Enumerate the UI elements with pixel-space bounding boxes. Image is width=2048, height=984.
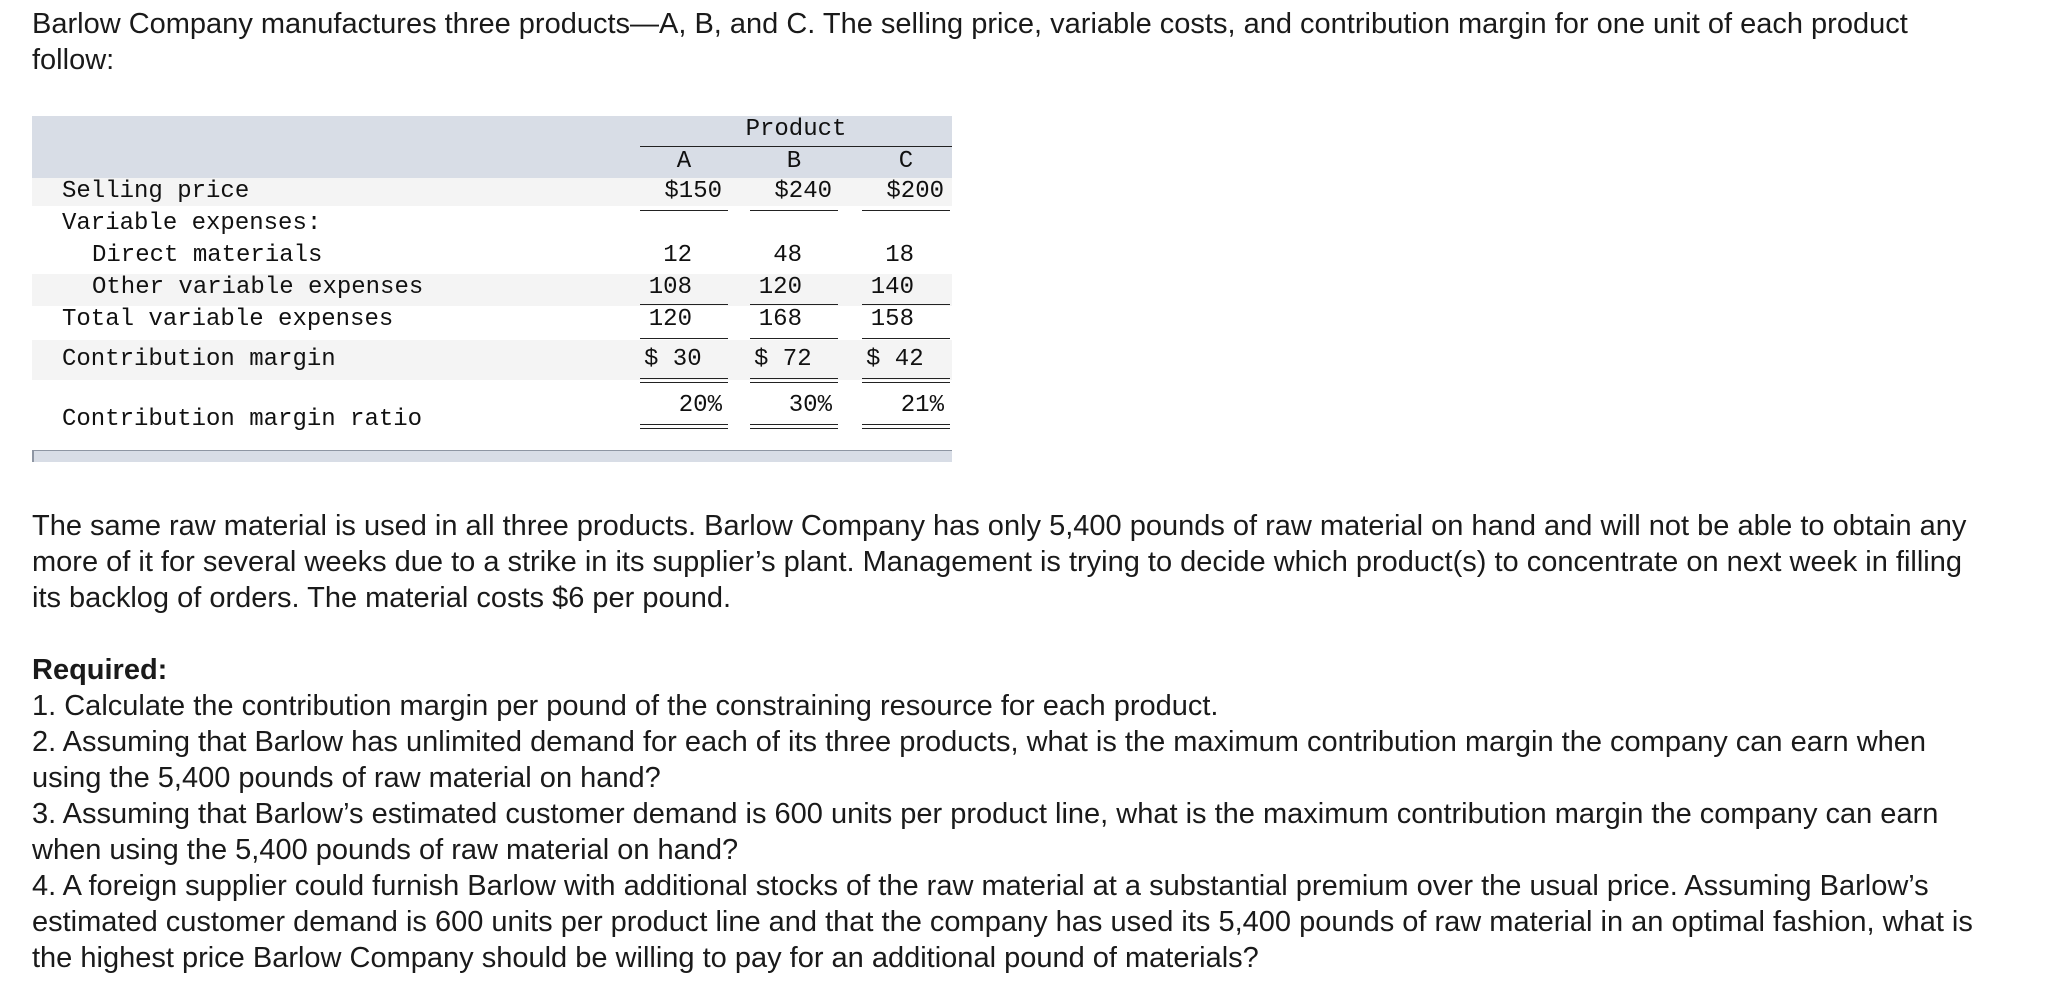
required-item-1: 1. Calculate the contribution margin per pound of the constraining resource for each product. — [32, 690, 1219, 722]
product-cost-table — [32, 116, 952, 462]
value-direct-materials-c: 18 — [885, 242, 914, 269]
value-selling-price-b: $240 — [774, 178, 832, 205]
row-label-variable-expenses: Variable expenses: — [62, 210, 322, 237]
header-rule — [640, 146, 952, 147]
required-item-2: 2. Assuming that Barlow has unlimited demand for each of its three products, what is the maximum contribution margin the company can earn when using the 5,400 pounds of raw material on hand? — [32, 726, 1927, 794]
value-contribution-margin-c: $ 42 — [866, 346, 924, 373]
required-heading: Required: — [32, 654, 168, 686]
cell-rule — [640, 338, 728, 339]
table-bottom-bar — [32, 450, 952, 462]
value-other-variable-c: 140 — [870, 274, 914, 301]
required-item-4: 4. A foreign supplier could furnish Barlow with additional stocks of the raw material at a substantial premium over the usual price. Assuming Barlow’s estimated customer demand is 600 units per product line and that the company has used its 5,400 pounds of raw material in an optimal fashion, what is the highest price Barlow Company should be willing to pay for an additional pound of materials? — [32, 870, 1973, 974]
cell-rule — [750, 304, 838, 305]
row-label-selling-price: Selling price — [62, 178, 250, 205]
column-header-b: B — [786, 148, 802, 175]
column-header-a: A — [676, 148, 692, 175]
cell-rule — [862, 338, 950, 339]
cell-rule — [640, 210, 728, 211]
value-total-variable-b: 168 — [758, 306, 802, 333]
value-direct-materials-b: 48 — [773, 242, 802, 269]
cell-rule — [862, 210, 950, 211]
value-cm-ratio-a: 20% — [678, 392, 722, 419]
cell-rule — [862, 304, 950, 305]
double-rule — [750, 378, 838, 383]
intro-paragraph: Barlow Company manufactures three products—A, B, and C. The selling price, variable costs, and contribution margin for one unit of each product follow: — [32, 8, 1908, 76]
double-rule — [640, 424, 728, 429]
cell-rule — [750, 210, 838, 211]
row-label-contribution-margin: Contribution margin — [62, 346, 336, 373]
value-direct-materials-a: 12 — [663, 242, 692, 269]
double-rule — [640, 378, 728, 383]
value-total-variable-c: 158 — [870, 306, 914, 333]
value-selling-price-c: $200 — [886, 178, 944, 205]
value-other-variable-a: 108 — [648, 274, 692, 301]
double-rule — [862, 424, 950, 429]
value-contribution-margin-b: $ 72 — [754, 346, 812, 373]
value-contribution-margin-a: $ 30 — [644, 346, 702, 373]
value-other-variable-b: 120 — [758, 274, 802, 301]
row-label-direct-materials: Direct materials — [92, 242, 323, 269]
row-label-other-variable: Other variable expenses — [92, 274, 424, 301]
required-section — [32, 652, 1992, 976]
cell-rule — [640, 304, 728, 305]
value-selling-price-a: $150 — [664, 178, 722, 205]
cell-rule — [750, 338, 838, 339]
value-cm-ratio-c: 21% — [900, 392, 944, 419]
double-rule — [862, 378, 950, 383]
value-cm-ratio-b: 30% — [788, 392, 832, 419]
row-label-cm-ratio: Contribution margin ratio — [62, 406, 423, 433]
column-header-c: C — [898, 148, 914, 175]
product-group-header: Product — [745, 116, 847, 143]
double-rule — [750, 424, 838, 429]
required-item-3: 3. Assuming that Barlow’s estimated customer demand is 600 units per product line, what is the maximum contribution margin the company can earn when using the 5,400 pounds of raw material on hand? — [32, 798, 1939, 866]
value-total-variable-a: 120 — [648, 306, 692, 333]
row-label-total-variable: Total variable expenses — [62, 306, 394, 333]
constraint-paragraph: The same raw material is used in all three products. Barlow Company has only 5,400 pounds of raw material on hand and will not be able to obtain any more of it for several weeks due to a strike in its supplier’s plant. Management is trying to decide which product(s) to concentrate on next week in filling its backlog of orders. The material costs $6 per pound. — [32, 510, 1967, 614]
